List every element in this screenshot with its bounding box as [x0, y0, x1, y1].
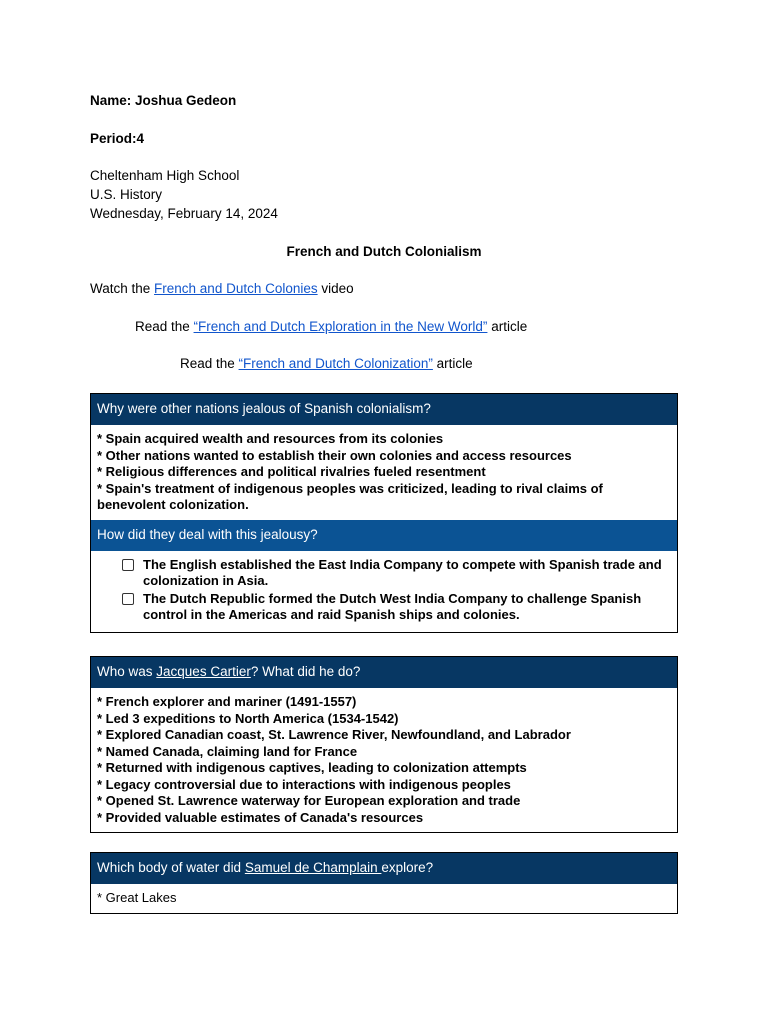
answer-line: * Legacy controversial due to interactions with indigenous peoples — [97, 776, 511, 792]
checklist-item — [121, 557, 671, 590]
answer-line: * Led 3 expeditions to North America (1534-1542) — [97, 710, 399, 726]
checklist-text: The Dutch Republic formed the Dutch West India Company to challenge Spanish control in the Americas and raid Spanish ships and colonies. — [143, 590, 642, 622]
date: Wednesday, February 14, 2024 — [90, 206, 278, 221]
question-box-jealousy — [90, 393, 678, 633]
instruction-suffix: article — [432, 356, 473, 371]
cartier-link[interactable]: Jacques Cartier — [156, 664, 251, 679]
period: Period:4 — [90, 131, 145, 146]
question-header — [91, 657, 677, 688]
checkbox[interactable] — [122, 593, 134, 605]
answer-line: * Provided valuable estimates of Canada's resources — [97, 809, 424, 825]
page-title: French and Dutch Colonialism — [286, 244, 482, 259]
instruction-prefix: Read the — [180, 356, 239, 371]
checkbox[interactable] — [122, 559, 134, 571]
video-link[interactable]: French and Dutch Colonies — [154, 281, 318, 296]
question-box-champlain — [90, 852, 678, 914]
instruction-suffix: article — [487, 319, 528, 334]
question-suffix: ? What did he do? — [250, 664, 361, 679]
instruction-video — [90, 280, 354, 298]
checklist-item — [121, 591, 671, 624]
answer-block[interactable] — [91, 884, 677, 913]
instruction-suffix: video — [317, 281, 354, 296]
answer-line: * Returned with indigenous captives, leading to colonization attempts — [97, 760, 527, 775]
instruction-prefix: Watch the — [90, 281, 155, 296]
instruction-article-1 — [135, 318, 527, 336]
champlain-link[interactable]: Samuel de Champlain — [244, 860, 382, 875]
question-box-cartier — [90, 656, 678, 833]
checklist — [91, 551, 677, 632]
answer-line: * Opened St. Lawrence waterway for European exploration and trade — [97, 793, 521, 808]
answer-block[interactable] — [91, 688, 677, 832]
answer-line: * Religious differences and political rivalries fueled resentment — [97, 464, 486, 479]
subquestion-header: How did they deal with this jealousy? — [91, 520, 677, 551]
question-prefix: Who was — [97, 664, 157, 679]
answer-line: * Explored Canadian coast, St. Lawrence River, Newfoundland, and Labrador — [97, 727, 571, 742]
question-header — [91, 853, 677, 884]
student-name: Name: Joshua Gedeon — [90, 93, 237, 108]
checklist-text: The English established the East India Company to compete with Spanish trade and colonization in Asia. — [143, 556, 662, 588]
answer-line: * Spain's treatment of indigenous peoples was criticized, leading to rival claims of benevolent colonization. — [97, 480, 603, 512]
answer-line: * French explorer and mariner (1491-1557) — [97, 694, 357, 709]
question-suffix: explore? — [381, 860, 434, 875]
answer-line: * Named Canada, claiming land for France — [97, 743, 358, 759]
course-name: U.S. History — [90, 187, 163, 202]
instruction-article-2 — [180, 355, 473, 373]
answer-line: * Spain acquired wealth and resources from its colonies — [97, 431, 444, 446]
article-link-colonization[interactable]: “French and Dutch Colonization” — [238, 356, 433, 371]
question-header: Why were other nations jealous of Spanish colonialism? — [91, 394, 677, 425]
instruction-prefix: Read the — [135, 319, 194, 334]
answer-line: * Great Lakes — [97, 890, 177, 905]
question-prefix: Which body of water did — [97, 860, 245, 875]
answer-block[interactable] — [91, 425, 677, 520]
answer-line: * Other nations wanted to establish their own colonies and access resources — [97, 447, 572, 463]
article-link-exploration[interactable]: “French and Dutch Exploration in the New World” — [193, 319, 488, 334]
school-name: Cheltenham High School — [90, 168, 240, 183]
